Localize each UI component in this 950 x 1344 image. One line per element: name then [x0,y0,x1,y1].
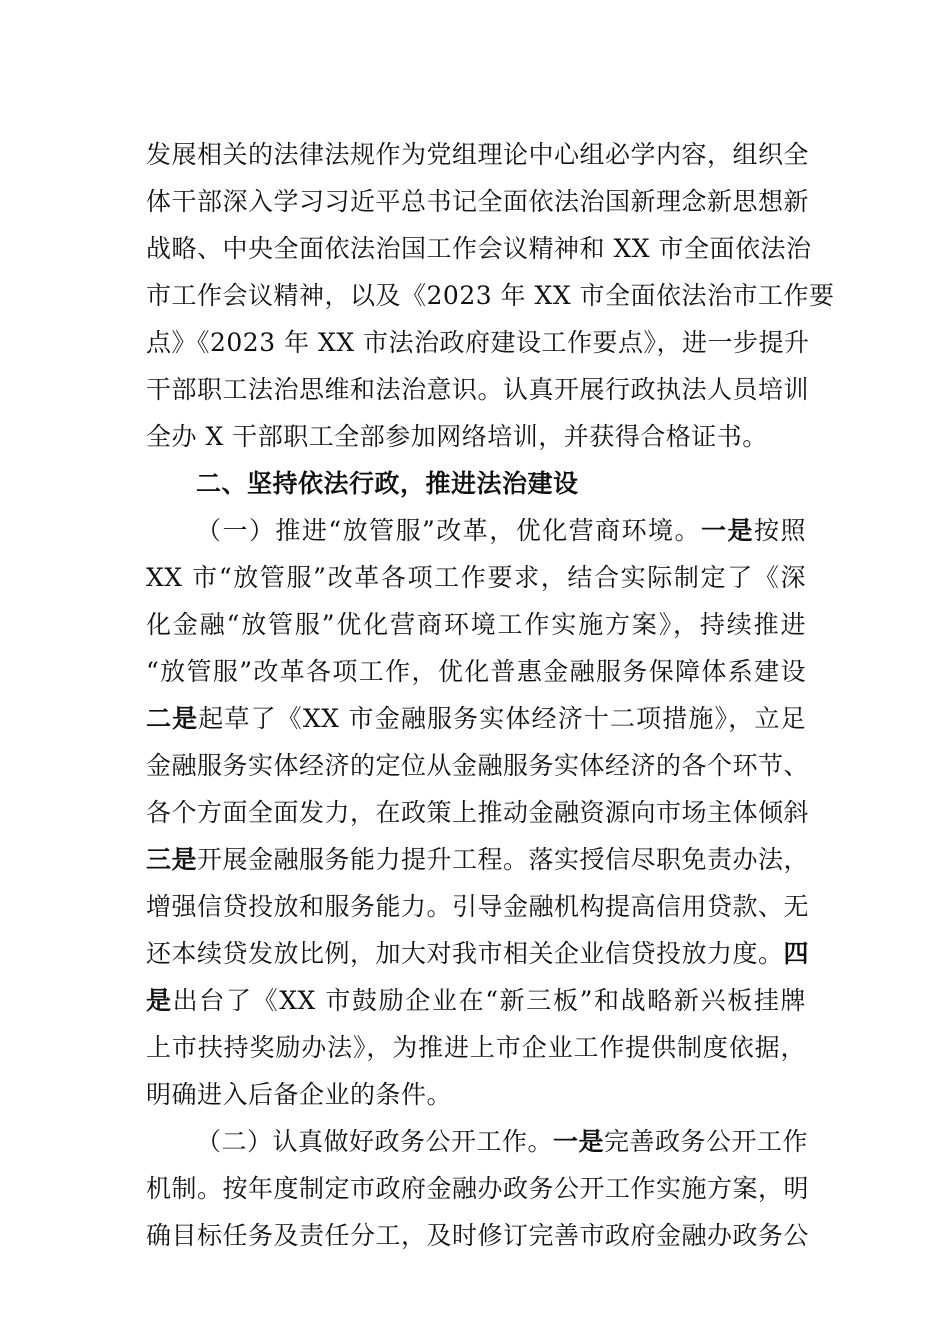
paragraph-line [146,842,810,878]
emphasis-marker: 三是 [146,845,198,874]
paragraph-line: 各个方面全面发力，在政策上推动金融资源向市场主体倾斜 [146,798,810,827]
emphasis-marker: 四 [783,939,810,968]
paragraph-line: 机制。按年度制定市政府金融办政务公开工作实施方案，明 [146,1174,810,1203]
text-span: 出台了《XX 市鼓励企业在“新三板”和战略新兴板挂牌 [172,986,806,1015]
subsection-title: （二）认真做好政务公开工作。 [196,1127,554,1156]
paragraph-line: 确目标任务及责任分工，及时修订完善市政府金融办政务公 [146,1221,810,1250]
paragraph-line [146,701,806,737]
emphasis-marker: 是 [146,986,173,1015]
paragraph-line: 战略、中央全面依法治国工作会议精神和 XX 市全面依法治 [146,234,812,263]
text-span: 开展金融服务能力提升工程。落实授信尽职免责办法， [197,845,810,874]
paragraph-line: 化金融“放管服”优化营商环境工作实施方案》，持续推进 [146,610,806,639]
paragraph-line: “放管服”改革各项工作，优化普惠金融服务保障体系建设 [146,657,806,686]
section-heading: 二、坚持依法行政，推进法治建设 [196,469,579,498]
paragraph-line: 市工作会议精神，以及《2023 年 XX 市全面依法治市工作要 [146,281,835,310]
paragraph-line: 金融服务实体经济的定位从金融服务实体经济的各个环节、 [146,751,810,780]
paragraph-line: XX 市“放管服”改革各项工作要求，结合实际制定了《深 [146,563,806,592]
paragraph-line: 干部职工法治思维和法治意识。认真开展行政执法人员培训 [146,375,810,404]
subsection-line [196,513,806,549]
emphasis-marker: 一是 [701,516,754,545]
emphasis-marker: 二是 [146,704,199,733]
text-span: 按照 [754,516,806,545]
paragraph-line [146,936,810,972]
text-span: 还本续贷发放比例，加大对我市相关企业信贷投放力度。 [146,939,784,968]
paragraph-line: 明确进入后备企业的条件。 [146,1080,453,1109]
paragraph-line: 发展相关的法律法规作为党组理论中心组必学内容，组织全 [146,140,810,169]
paragraph-line: 体干部深入学习习近平总书记全面依法治国新理念新思想新 [146,187,810,216]
emphasis-marker: 一是 [553,1127,605,1156]
paragraph-line: 全办 X 干部职工全部参加网络培训，并获得合格证书。 [146,422,768,451]
paragraph-line: 点》《2023 年 XX 市法治政府建设工作要点》，进一步提升 [146,328,810,357]
text-span: 完善政务公开工作 [604,1127,809,1156]
text-span: 起草了《XX 市金融服务实体经济十二项措施》，立足 [198,704,806,733]
paragraph-line [146,983,806,1019]
subsection-title: （一）推进“放管服”改革，优化营商环境。 [196,516,702,545]
subsection-line [196,1124,809,1160]
paragraph-line: 增强信贷投放和服务能力。引导金融机构提高信用贷款、无 [146,892,810,921]
paragraph-line: 上市扶持奖励办法》，为推进上市企业工作提供制度依据， [146,1033,806,1062]
